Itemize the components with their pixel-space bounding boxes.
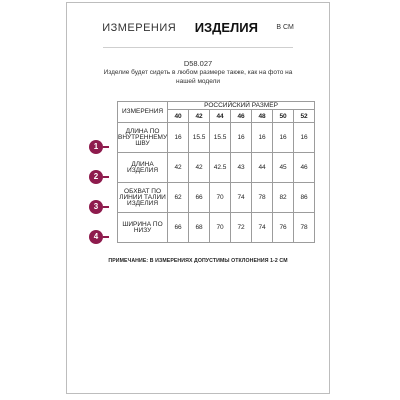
footnote: ПРИМЕЧАНИЕ: В ИЗМЕРЕНИЯХ ДОПУСТИМЫ ОТКЛОНЕНИЯ 1-2 СМ [108, 258, 288, 264]
table-row [118, 183, 315, 213]
table-cell: 42.5 [210, 153, 231, 183]
table-cell: 66 [168, 213, 189, 243]
size-header-cell: 52 [294, 110, 315, 123]
table-cell: 66 [189, 183, 210, 213]
header-word-measurements: ИЗМЕРЕНИЯ [102, 21, 177, 34]
table-cell: 74 [231, 183, 252, 213]
table-row [118, 213, 315, 243]
table-cell: 44 [252, 153, 273, 183]
row-label: ШИРИНА ПО НИЗУ [118, 213, 168, 243]
table-cell: 46 [294, 153, 315, 183]
size-header-cell: 48 [252, 110, 273, 123]
table-cell: 16 [294, 123, 315, 153]
row-number-badge: 1 [89, 140, 103, 154]
table-cell: 78 [252, 183, 273, 213]
corner-label: ИЗМЕРЕНИЯ [118, 102, 168, 123]
table-cell: 42 [189, 153, 210, 183]
table-header-row [118, 102, 315, 110]
product-code: D58.027 [183, 59, 213, 68]
header-unit: В СМ [276, 24, 294, 32]
size-header-cell: 40 [168, 110, 189, 123]
size-table [117, 101, 315, 243]
size-chart-sheet [66, 2, 330, 394]
table-cell: 78 [294, 213, 315, 243]
table-cell: 70 [210, 213, 231, 243]
row-number-badge: 4 [89, 230, 103, 244]
table-cell: 16 [252, 123, 273, 153]
row-label: ОБХВАТ ПО ЛИНИИ ТАЛИИ ИЗДЕЛИЯ [118, 183, 168, 213]
header-word-product: ИЗДЕЛИЯ [194, 20, 258, 36]
fit-note: Изделие будет сидеть в любом размере также, как на фото на нашей модели [103, 69, 293, 85]
table-cell: 68 [189, 213, 210, 243]
size-chart-header [67, 3, 329, 59]
row-number-badge: 3 [89, 200, 103, 214]
row-label: ДЛИНА ПО ВНУТРЕННЕМУ ШВУ [118, 123, 168, 153]
header-divider [103, 47, 293, 48]
size-group-header: РОССИЙСКИЙ РАЗМЕР [168, 102, 315, 110]
table-cell: 15.5 [210, 123, 231, 153]
table-cell: 86 [294, 183, 315, 213]
table-cell: 45 [273, 153, 294, 183]
table-cell: 70 [210, 183, 231, 213]
table-row [118, 153, 315, 183]
size-header-cell: 50 [273, 110, 294, 123]
row-number-badge: 2 [89, 170, 103, 184]
size-header-cell: 44 [210, 110, 231, 123]
table-cell: 42 [168, 153, 189, 183]
size-header-cell: 46 [231, 110, 252, 123]
row-label: ДЛИНА ИЗДЕЛИЯ [118, 153, 168, 183]
table-cell: 76 [273, 213, 294, 243]
table-cell: 43 [231, 153, 252, 183]
table-cell: 62 [168, 183, 189, 213]
header-title [67, 19, 329, 37]
table-cell: 15.5 [189, 123, 210, 153]
table-row [118, 123, 315, 153]
table-cell: 16 [231, 123, 252, 153]
table-cell: 82 [273, 183, 294, 213]
table-cell: 16 [273, 123, 294, 153]
size-header-cell: 42 [189, 110, 210, 123]
table-cell: 74 [252, 213, 273, 243]
table-cell: 72 [231, 213, 252, 243]
table-cell: 16 [168, 123, 189, 153]
